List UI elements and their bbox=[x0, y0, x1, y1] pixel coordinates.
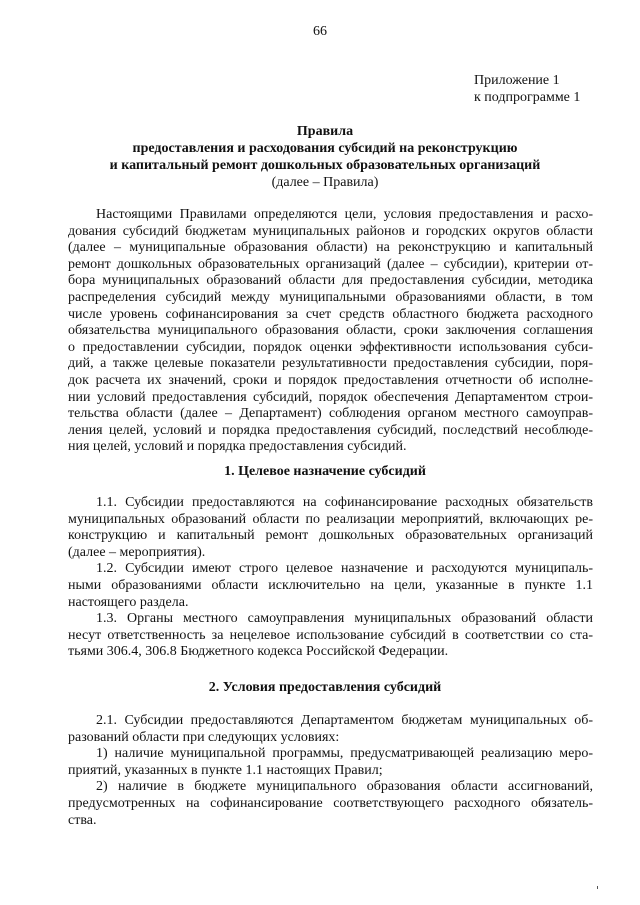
text-line: числе уровень софинансирования за счет средств областного бюджета расходного bbox=[68, 306, 593, 322]
text-line: распределения субсидий между муниципальными образованиями области, в том bbox=[68, 289, 593, 305]
title-line-3: и капитальный ремонт дошкольных образовательных организаций bbox=[109, 158, 541, 173]
text-line: о предоставлении субсидии, порядок оценки эффективности использования субси- bbox=[68, 339, 593, 355]
title-line-1: Правила bbox=[296, 124, 354, 139]
document-title bbox=[60, 123, 590, 191]
intro-paragraph bbox=[68, 207, 593, 456]
text-line: бора муниципальных образований области для предоставления субсидии, методика bbox=[68, 273, 593, 289]
text-line: Настоящими Правилами определяются цели, условия предоставления и расхо- bbox=[96, 207, 593, 222]
text-line: нии условий предоставления субсидий, порядок обеспечения Департаментом строи- bbox=[68, 389, 593, 405]
text-line: муниципальных образований области по реализации мероприятий, включающих ре- bbox=[68, 511, 593, 527]
text-line: конструкцию и капитальный ремонт дошкольных образовательных организаций bbox=[68, 528, 593, 544]
text-line: (далее – муниципальные образования области) на реконструкцию и капитальный bbox=[68, 240, 593, 256]
appendix-line-2: к подпрограмме 1 bbox=[474, 90, 581, 105]
text-line: 1.2. Субсидии имеют строго целевое назначение и расходуются муниципаль- bbox=[96, 561, 593, 577]
text-line: ремонт дошкольных образовательных организаций (далее – субсидии), критерии от- bbox=[68, 256, 593, 272]
section-1-heading: 1. Целевое назначение субсидий bbox=[224, 464, 426, 479]
scan-mark bbox=[597, 886, 598, 889]
text-line: дий, а также целевые показатели результативности предоставления субсидии, поря- bbox=[68, 356, 593, 372]
text-line: приятий, указанных в пункте 1.1 настоящих Правил; bbox=[68, 762, 383, 778]
title-line-4: (далее – Правила) bbox=[271, 175, 379, 190]
text-line: дования субсидий бюджетам муниципальных районов и городских округов области bbox=[68, 223, 593, 239]
text-line: ния целей, условий и порядка предоставления субсидий. bbox=[68, 439, 407, 455]
text-line: ства. bbox=[68, 812, 97, 828]
text-line: предусмотренных на софинансирование соответствующего расходного обязатель- bbox=[68, 795, 593, 811]
text-line: 1.1. Субсидии предоставляются на софинансирование расходных обязательств bbox=[96, 495, 593, 510]
text-line: тьями 306.4, 306.8 Бюджетного кодекса Российской Федерации. bbox=[68, 644, 449, 660]
text-line: настоящего раздела. bbox=[68, 594, 189, 610]
text-line: 2.1. Субсидии предоставляются Департаментом бюджетам муниципальных об- bbox=[96, 713, 593, 728]
section-1-body bbox=[68, 495, 593, 661]
text-line: тельства области (далее – Департамент) соблюдения органом местного самоуправ- bbox=[68, 406, 593, 422]
text-line: (далее – мероприятия). bbox=[68, 544, 206, 560]
text-line: 2) наличие в бюджете муниципального образования области ассигнований, bbox=[96, 779, 593, 795]
page-number: 66 bbox=[313, 24, 327, 39]
text-line: док расчета их значений, сроки и порядок предоставления отчетности об исполне- bbox=[68, 372, 593, 388]
text-line: 1.3. Органы местного самоуправления муниципальных образований области bbox=[96, 611, 593, 627]
title-line-2: предоставления и расходования субсидий на реконструкцию bbox=[132, 141, 518, 156]
appendix-note bbox=[474, 72, 580, 106]
section-2-body bbox=[68, 713, 593, 829]
text-line: разований области при следующих условиях: bbox=[68, 729, 340, 745]
text-line: ления целей, условий и порядка предоставления субсидий, последствий несоблюде- bbox=[68, 422, 593, 438]
section-2-heading: 2. Условия предоставления субсидий bbox=[208, 680, 442, 695]
text-line: ными образованиями области исключительно на цели, указанные в пункте 1.1 bbox=[68, 577, 593, 593]
appendix-line-1: Приложение 1 bbox=[474, 73, 560, 88]
text-line: 1) наличие муниципальной программы, предусматривающей реализацию меро- bbox=[96, 746, 593, 762]
text-line: несут ответственность за нецелевое использование субсидий в соответствии со ста- bbox=[68, 627, 593, 643]
text-line: обязательства муниципального образования области, сроки заключения соглашения bbox=[68, 323, 593, 339]
